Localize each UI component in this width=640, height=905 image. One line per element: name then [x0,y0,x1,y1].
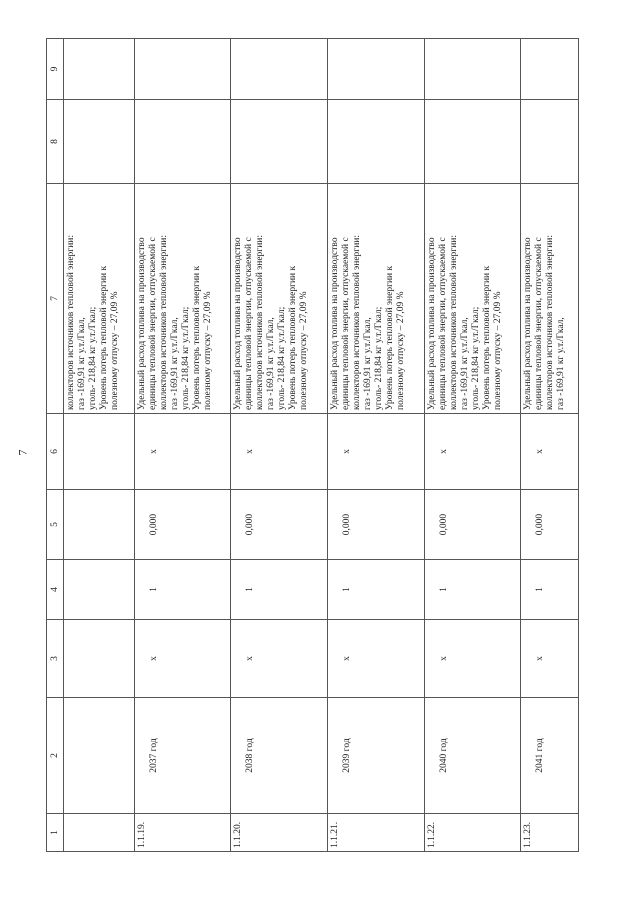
cell-c5: 0,000 [231,490,328,560]
col-header-1: 1 [47,814,64,852]
cell-c5: 0,000 [424,490,521,560]
cell-year: 2038 год [231,698,328,814]
cell-c5: 0,000 [327,490,424,560]
cell-num: 1.1.21. [327,814,424,852]
measures-table [46,38,579,852]
cell-c8 [424,100,521,184]
cell-c9 [327,39,424,100]
cell-c4: 1 [327,560,424,620]
col-header-7: 7 [47,184,64,414]
cell-c6 [64,414,135,490]
cell-c6: х [327,414,424,490]
cell-num: 1.1.23. [521,814,579,852]
table-row [231,39,328,852]
cell-c4: 1 [134,560,231,620]
col-header-2: 2 [47,698,64,814]
col-header-9: 9 [47,39,64,100]
cell-c3: х [134,620,231,698]
cell-desc: Удельный расход топлива на производство единицы тепловой энергии, отпускаемой с коллекторов источников тепловой энергии: газ -169,91 кг у.т./Гкал, уголь- 218,84 кг у.т./Гкал; Уровень потерь тепловой энергии к полезному отпуску – 27,09 % [424,184,521,414]
cell-c3: х [424,620,521,698]
cell-year: 2041 год [521,698,579,814]
cell-desc: Удельный расход топлива на производство единицы тепловой энергии, отпускаемой с коллекторов источников тепловой энергии: газ -169,91 кг у.т./Гкал, [521,184,579,414]
col-header-5: 5 [47,490,64,560]
header-row [47,39,64,852]
col-header-3: 3 [47,620,64,698]
cell-year [64,698,135,814]
table-row [134,39,231,852]
cell-num: 1.1.19. [134,814,231,852]
cell-c3: х [521,620,579,698]
cell-c8 [231,100,328,184]
cell-c3: х [231,620,328,698]
cell-year: 2040 год [424,698,521,814]
cell-c6: х [424,414,521,490]
cell-c6: х [231,414,328,490]
cell-num [64,814,135,852]
cell-c5: 0,000 [134,490,231,560]
cell-desc: Удельный расход топлива на производство единицы тепловой энергии, отпускаемой с коллекторов источников тепловой энергии: газ -169,91 кг у.т./Гкал, уголь- 218,84 кг у.т./Гкал; Уровень потерь тепловой энергии к полезному отпуску – 27,09 % [134,184,231,414]
cell-year: 2037 год [134,698,231,814]
table-row [64,39,135,852]
cell-desc: Удельный расход топлива на производство единицы тепловой энергии, отпускаемой с коллекторов источников тепловой энергии: газ -169,91 кг у.т./Гкал, уголь- 218,84 кг у.т./Гкал; Уровень потерь тепловой энергии к полезному отпуску – 27,09 % [231,184,328,414]
col-header-4: 4 [47,560,64,620]
cell-c3 [64,620,135,698]
table-row [521,39,579,852]
page-number: 7 [15,449,30,456]
cell-num: 1.1.22. [424,814,521,852]
cell-c5: 0,000 [521,490,579,560]
cell-c8 [134,100,231,184]
cell-c3: х [327,620,424,698]
table-row [327,39,424,852]
col-header-8: 8 [47,100,64,184]
cell-c8 [521,100,579,184]
cell-c8 [327,100,424,184]
cell-c8 [64,100,135,184]
cell-c9 [134,39,231,100]
col-header-6: 6 [47,414,64,490]
cell-desc: Удельный расход топлива на производство единицы тепловой энергии, отпускаемой с коллекторов источников тепловой энергии: газ -169,91 кг у.т./Гкал, уголь- 218,84 кг у.т./Гкал; Уровень потерь тепловой энергии к полезному отпуску – 27,09 % [327,184,424,414]
cell-c5 [64,490,135,560]
cell-c9 [521,39,579,100]
cell-c9 [231,39,328,100]
cell-num: 1.1.20. [231,814,328,852]
cell-c9 [64,39,135,100]
cell-year: 2039 год [327,698,424,814]
table-wrapper [46,39,640,848]
cell-c4: 1 [424,560,521,620]
cell-c6: х [134,414,231,490]
table-row [424,39,521,852]
cell-c9 [424,39,521,100]
cell-c4: 1 [521,560,579,620]
cell-c6: х [521,414,579,490]
cell-c4 [64,560,135,620]
cell-desc: коллекторов источников тепловой энергии: газ -169,91 кг у.т./Гкал, уголь- 218,84 кг у.т./Гкал; Уровень потерь тепловой энергии к полезному отпуску – 27,09 % [64,184,135,414]
cell-c4: 1 [231,560,328,620]
